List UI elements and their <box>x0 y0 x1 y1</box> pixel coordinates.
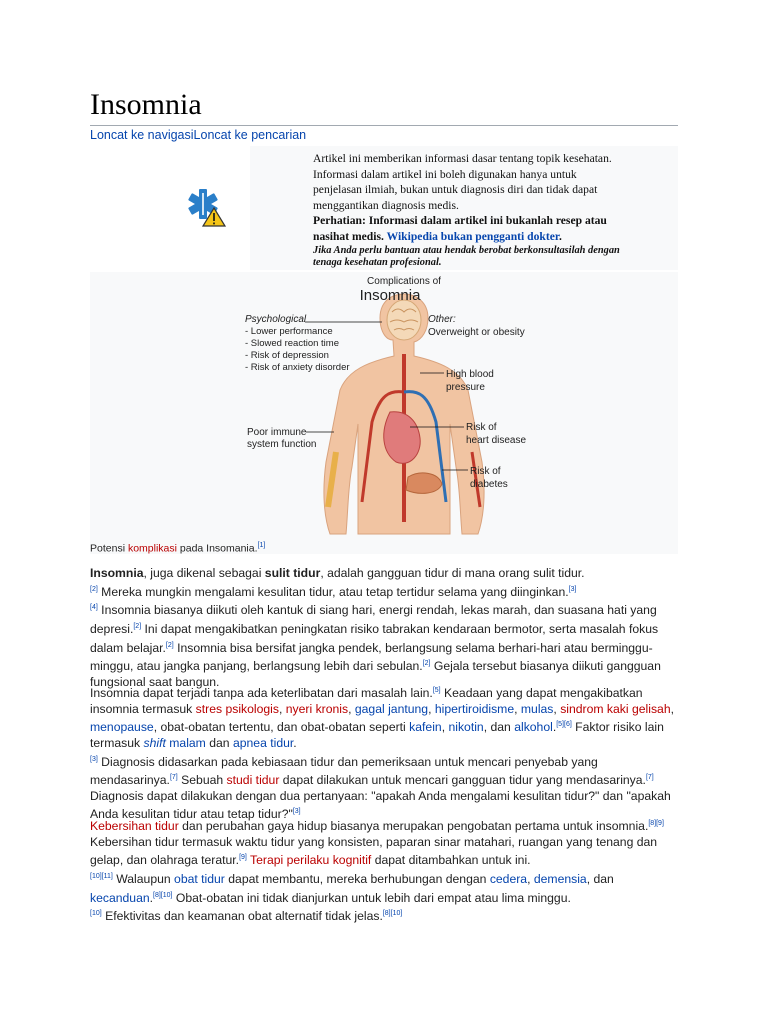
complications-diagram <box>90 272 678 542</box>
ref-link[interactable]: [3] <box>568 585 577 593</box>
ref-link[interactable]: [5] <box>432 687 441 694</box>
disclaimer-line: Artikel ini memberikan informasi dasar tentang topik kesehatan. <box>313 152 612 165</box>
disclaimer-line: menggantikan diagnosis medis. <box>313 198 459 212</box>
link-obat-tidur[interactable]: obat tidur <box>174 871 225 886</box>
ref-link[interactable]: [8][9] <box>648 820 664 827</box>
ref-link[interactable]: [3] <box>90 755 98 763</box>
link-mulas[interactable]: mulas <box>520 701 554 716</box>
ref-link[interactable]: [1] <box>257 542 266 549</box>
disclaimer-line: Informasi dalam artikel ini boleh digunakan hanya untuk <box>313 167 577 181</box>
link-alkohol[interactable]: alkohol <box>514 720 553 735</box>
psychological-item: - Slowed reaction time <box>245 338 339 349</box>
ref-link[interactable]: [9] <box>239 854 247 862</box>
ref-link[interactable]: [3] <box>292 808 301 816</box>
heart-disease-label: Risk of <box>466 422 497 433</box>
link-cedera[interactable]: cedera <box>489 871 528 886</box>
link-hipertiroidisme[interactable]: hipertiroidisme <box>434 701 515 716</box>
paragraph-1: Insomnia, juga dikenal sebagai sulit tidur, adalah gangguan tidur di mana orang sulit tidur. [2] Mereka mungkin mengalami kesulitan tidur, atau tetap tertidur selama yang diinginkan.[3] [4] Insomnia biasanya diikuti oleh kantuk di siang hari, energi rendah, lekas marah, dan suasana hati yang depresi.[2] Ini dapat mengakibatkan peningkatan risiko tabrakan kendaraan bermotor, serta masalah fokus dalam belajar.[2] Insomnia bisa bersifat jangka pendek, berlangsung selama berhari-hari atau berminggu-minggu, atau jangka panjang, berlangsung lebih dari sebulan.[2] Gejala tersebut biasanya diikuti gangguan fungsional saat bangun. <box>90 566 661 689</box>
star-of-life-warning-icon <box>185 184 227 228</box>
psychological-item: - Lower performance <box>245 326 333 337</box>
ref-link[interactable]: [2] <box>422 660 431 668</box>
link-malam[interactable]: malam <box>169 735 206 750</box>
skip-to-navigation-link[interactable]: Loncat ke navigasi <box>90 128 194 142</box>
immune-label: system function <box>247 439 317 450</box>
link-studi-tidur[interactable]: studi tidur <box>226 773 280 788</box>
link-menopause[interactable]: menopause <box>90 720 154 735</box>
ref-link[interactable]: [7] <box>645 774 654 782</box>
ref-link[interactable]: [2] <box>133 622 142 630</box>
paragraph-2: Insomnia dapat terjadi tanpa ada keterlibatan dari masalah lain.[5] Keadaan yang dapat mengakibatkan insomnia termasuk stres psikologis, nyeri kronis, gagal jantung, hipertiroidisme, mulas, sindrom kaki gelisah, menopause, obat-obatan tertentu, dan obat-obatan seperti kafein, nikotin, dan alkohol.[5][6] Faktor risiko lain termasuk shift malam dan apnea tidur. [3] Diagnosis didasarkan pada kebiasaan tidur dan pemeriksaan untuk mencari penyebab yang mendasarinya.[7] Sebuah studi tidur dapat dilakukan untuk mencari gangguan tidur yang mendasarinya.[7] Diagnosis dapat dilakukan dengan dua pertanyaan: "apakah Anda mengalami kesulitan tidur?" dan "apakah Anda kesulitan tidur atau tetap tidur?"[3] <box>90 686 674 822</box>
link-kafein[interactable]: kafein <box>409 720 442 735</box>
link-demensia[interactable]: demensia <box>533 871 587 886</box>
link-sindrom-kaki-gelisah[interactable]: sindrom kaki gelisah <box>560 701 671 716</box>
link-kebersihan-tidur[interactable]: Kebersihan tidur <box>90 819 179 834</box>
disclaimer-small: tenaga kesehatan profesional. <box>313 257 442 269</box>
link-gagal-jantung[interactable]: gagal jantung <box>354 701 429 716</box>
skip-to-search-link[interactable]: Loncat ke pencarian <box>193 128 307 142</box>
complications-figure[interactable] <box>90 272 678 554</box>
link-stres-psikologis[interactable]: stres psikologis <box>195 701 279 716</box>
psychological-title: Psychological <box>245 314 307 325</box>
link-terapi-perilaku-kognitif[interactable]: Terapi perilaku kognitif <box>250 853 372 868</box>
immune-label: Poor immune <box>247 427 307 438</box>
link-kecanduan[interactable]: kecanduan <box>90 890 150 905</box>
ref-link[interactable]: [10][11] <box>90 872 113 880</box>
figure-caption: Potensi komplikasi pada Insomania.[1] <box>90 542 266 555</box>
psychological-item: - Risk of anxiety disorder <box>245 362 350 373</box>
ref-link[interactable]: [8][10] <box>153 891 173 899</box>
wikipedia-not-doctor-link[interactable]: Wikipedia bukan pengganti dokter <box>386 229 559 243</box>
high-blood-pressure-label: pressure <box>446 382 485 393</box>
komplikasi-link[interactable]: komplikasi <box>127 542 177 555</box>
disclaimer-text <box>313 151 653 270</box>
link-apnea-tidur[interactable]: apnea tidur <box>232 735 294 750</box>
term-insomnia: Insomnia <box>90 566 144 580</box>
psychological-item: - Risk of depression <box>245 350 329 361</box>
ref-link[interactable]: [10] <box>90 910 102 918</box>
high-blood-pressure-label: High blood <box>446 369 494 380</box>
heart-disease-label: heart disease <box>466 435 527 446</box>
figure-heading-small: Complications of <box>367 276 441 287</box>
diabetes-label: Risk of <box>470 466 501 477</box>
disclaimer-line: penjelasan ilmiah, bukan untuk diagnosis diri dan tidak dapat <box>313 183 598 197</box>
ref-link[interactable]: [5][6] <box>556 721 572 729</box>
ref-link[interactable]: [8][10] <box>382 910 403 918</box>
disclaimer-warning: Perhatian: Informasi dalam artikel ini bukanlah resep atau <box>313 214 607 228</box>
other-title: Other: <box>428 314 456 325</box>
link-nyeri-kronis[interactable]: nyeri kronis <box>285 701 349 716</box>
ref-link[interactable]: [2] <box>165 641 174 649</box>
skip-links <box>90 128 306 142</box>
page-title: Insomnia <box>90 88 202 121</box>
ref-link[interactable]: [7] <box>169 774 178 782</box>
disclaimer-warning: nasihat medis. Wikipedia bukan pengganti dokter. <box>313 229 562 243</box>
paragraph-3: Kebersihan tidur dan perubahan gaya hidup biasanya merupakan pengobatan pertama untuk insomnia.[8][9] Kebersihan tidur termasuk waktu tidur yang konsisten, paparan sinar matahari, ruangan yang tenang dan gelap, dan olahraga teratur.[9] Terapi perilaku kognitif dapat ditambahkan untuk ini. [10][11] Walaupun obat tidur dapat membantu, mereka berhubungan dengan cedera, demensia, dan kecanduan.[8][10] Obat-obatan ini tidak dianjurkan untuk lebih dari empat atau lima minggu. [10] Efektivitas dan keamanan obat alternatif tidak jelas.[8][10] <box>90 819 664 924</box>
link-shift[interactable]: shift <box>143 735 166 750</box>
term-alias: sulit tidur <box>264 566 321 580</box>
figure-heading-big: Insomnia <box>359 287 421 304</box>
ref-link[interactable]: [2] <box>90 585 98 593</box>
other-item: Overweight or obesity <box>428 327 525 338</box>
link-nikotin[interactable]: nikotin <box>448 720 484 735</box>
title-divider <box>90 125 678 126</box>
diabetes-label: diabetes <box>470 479 508 490</box>
ref-link[interactable]: [4] <box>90 604 98 612</box>
disclaimer-small: Jika Anda perlu bantuan atau hendak berobat berkonsultasilah dengan <box>313 244 620 256</box>
